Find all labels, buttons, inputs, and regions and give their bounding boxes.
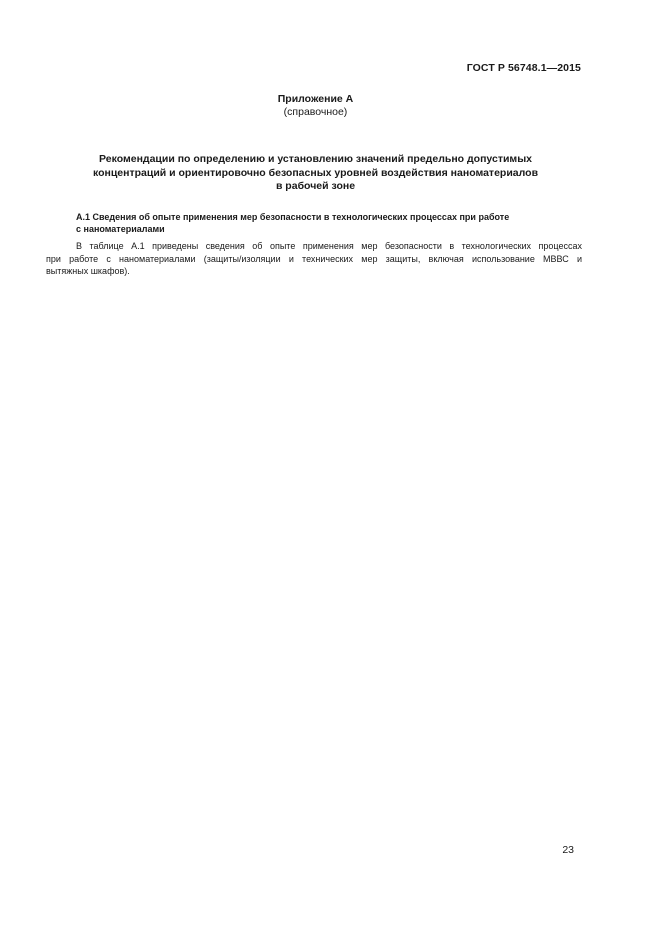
section-title-line: с наноматериалами	[76, 223, 165, 234]
heading-line: концентраций и ориентировочно безопасных уровней воздействия наноматериалов	[92, 166, 539, 179]
page-number: 23	[562, 844, 574, 856]
annex-block	[0, 93, 631, 118]
heading-line: в рабочей зоне	[275, 180, 356, 192]
heading-line: Рекомендации по определению и установлению значений предельно допустимых	[99, 153, 532, 165]
paragraph-line: вытяжных шкафов).	[46, 266, 130, 276]
section-title	[76, 212, 586, 235]
annex-title: Приложение А	[277, 93, 354, 105]
section-title-line: А.1 Сведения об опыте применения мер безопасности в технологических процессах при работе	[76, 212, 510, 222]
document-code: ГОСТ Р 56748.1—2015	[466, 62, 581, 74]
annex-kind: (справочное)	[283, 105, 348, 118]
paragraph-line: при работе с наноматериалами (защиты/изоляции и технических мер защиты, включая использование МВВС и	[46, 253, 582, 264]
body-paragraph	[46, 240, 582, 278]
annex-heading	[60, 153, 571, 194]
paragraph-line: В таблице А.1 приведены сведения об опыте применения мер безопасности в технологических процессах	[76, 241, 582, 251]
